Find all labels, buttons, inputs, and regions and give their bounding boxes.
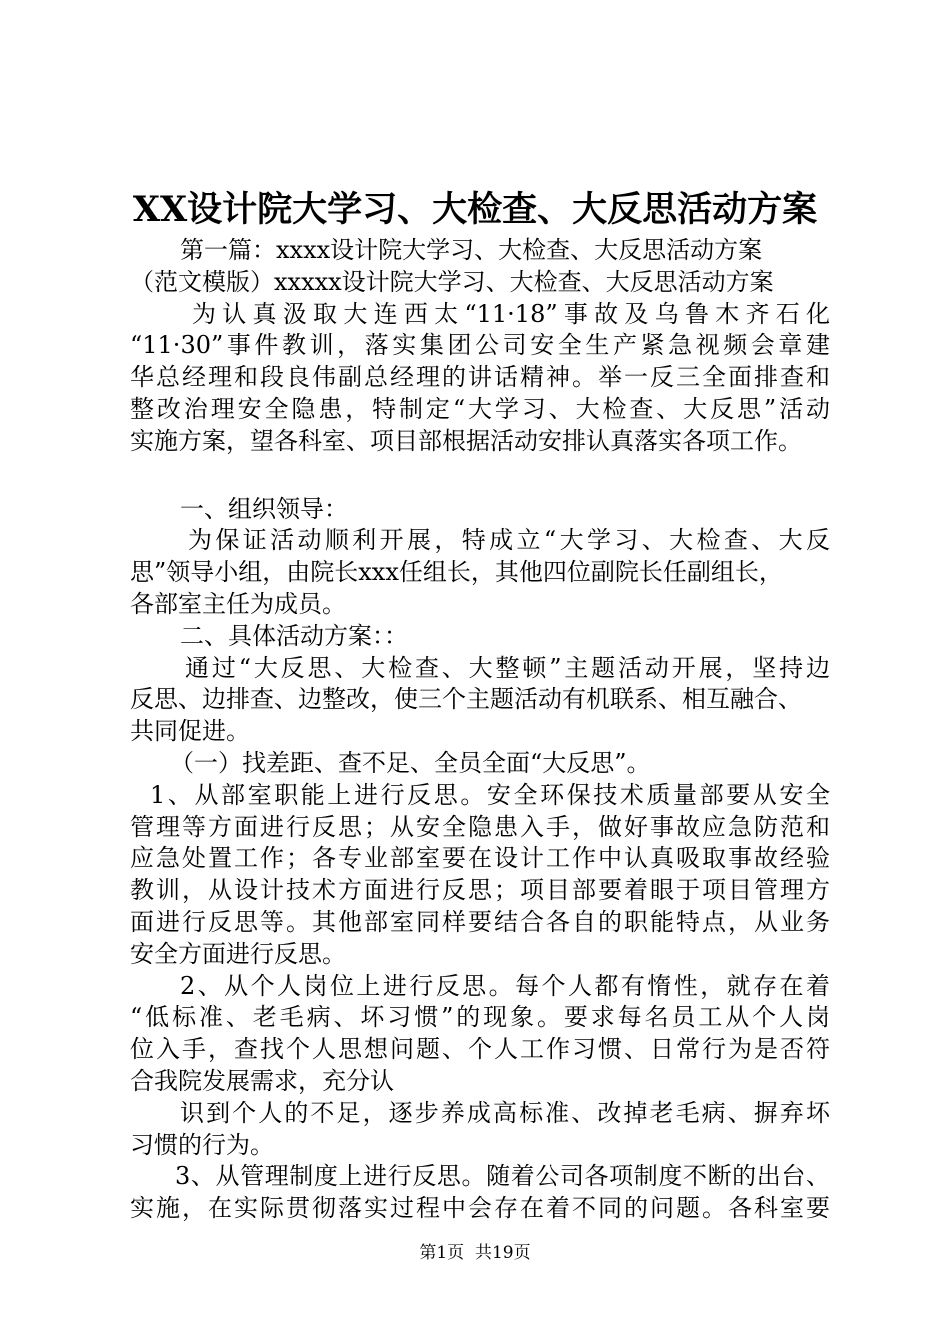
page-number-footer: 第1页 共19页 [419,1243,531,1263]
section-heading: 一、组织领导： [180,494,348,523]
subsection-heading: （一）找差距、查不足、全员全面“大反思”。 [170,748,651,777]
paragraph-line: 3、从管理制度上进行反思。随着公司各项制度不断的出台、 [175,1162,830,1191]
paragraph-line: 各部室主任为成员。 [130,589,346,618]
paragraph-line: （范文模版）xxxxx设计院大学习、大检查、大反思活动方案 [130,267,774,296]
paragraph-line: 应急处置工作；各专业部室要在设计工作中认真吸取事故经验 [130,844,830,873]
paragraph-line: 教训，从设计技术方面进行反思；项目部要着眼于项目管理方 [130,876,830,905]
paragraph-line: 位入手，查找个人思想问题、个人工作习惯、日常行为是否符 [130,1035,830,1064]
section-heading: 二、具体活动方案：： [180,621,408,650]
document-title: XX设计院大学习、大检查、大反思活动方案 [132,189,818,230]
paragraph-line: 管理等方面进行反思；从安全隐患入手，做好事故应急防范和 [130,812,830,841]
paragraph-line: 习惯的行为。 [130,1130,274,1159]
paragraph-line: 识到个人的不足，逐步养成高标准、改掉老毛病、摒弃坏 [180,1098,830,1127]
paragraph-line: 合我院发展需求，充分认 [130,1066,394,1095]
paragraph-line: 共同促进。 [130,717,250,746]
paragraph-line: 安全方面进行反思。 [130,939,346,968]
paragraph-line: “低标准、老毛病、坏习惯”的现象。要求每名员工从个人岗 [130,1003,830,1032]
paragraph-line: 整改治理安全隐患，特制定“大学习、大检查、大反思”活动 [130,394,830,423]
document-body [130,235,830,1225]
paragraph-line: “11·30”事件教训，落实集团公司安全生产紧急视频会章建 [130,331,830,360]
paragraph-line: 1、从部室职能上进行反思。安全环保技术质量部要从安全 [150,780,830,809]
paragraph-line: 第一篇：xxxx设计院大学习、大检查、大反思活动方案 [180,236,763,264]
paragraph-line: 实施方案，望各科室、项目部根据活动安排认真落实各项工作。 [130,426,802,455]
blank-line [130,458,830,494]
paragraph-line: 为保证活动顺利开展，特成立“大学习、大检查、大反 [188,526,830,555]
paragraph-line: 思”领导小组，由院长xxx任组长，其他四位副院长任副组长， [130,558,783,587]
paragraph-line: 面进行反思等。其他部室同样要结合各自的职能特点，从业务 [130,907,830,936]
paragraph-line: 实施，在实际贯彻落实过程中会存在着不同的问题。各科室要 [130,1194,830,1223]
paragraph-line: 为认真汲取大连西太“11·18”事故及乌鲁木齐石化 [192,299,830,328]
paragraph-line: 通过“大反思、大检查、大整顿”主题活动开展，坚持边 [185,653,830,682]
paragraph-line: 反思、边排查、边整改，使三个主题活动有机联系、相互融合、 [130,685,802,714]
paragraph-line: 华总经理和段良伟副总经理的讲话精神。举一反三全面排查和 [130,363,830,392]
paragraph-line: 2、从个人岗位上进行反思。每个人都有惰性，就存在着 [180,971,830,1000]
